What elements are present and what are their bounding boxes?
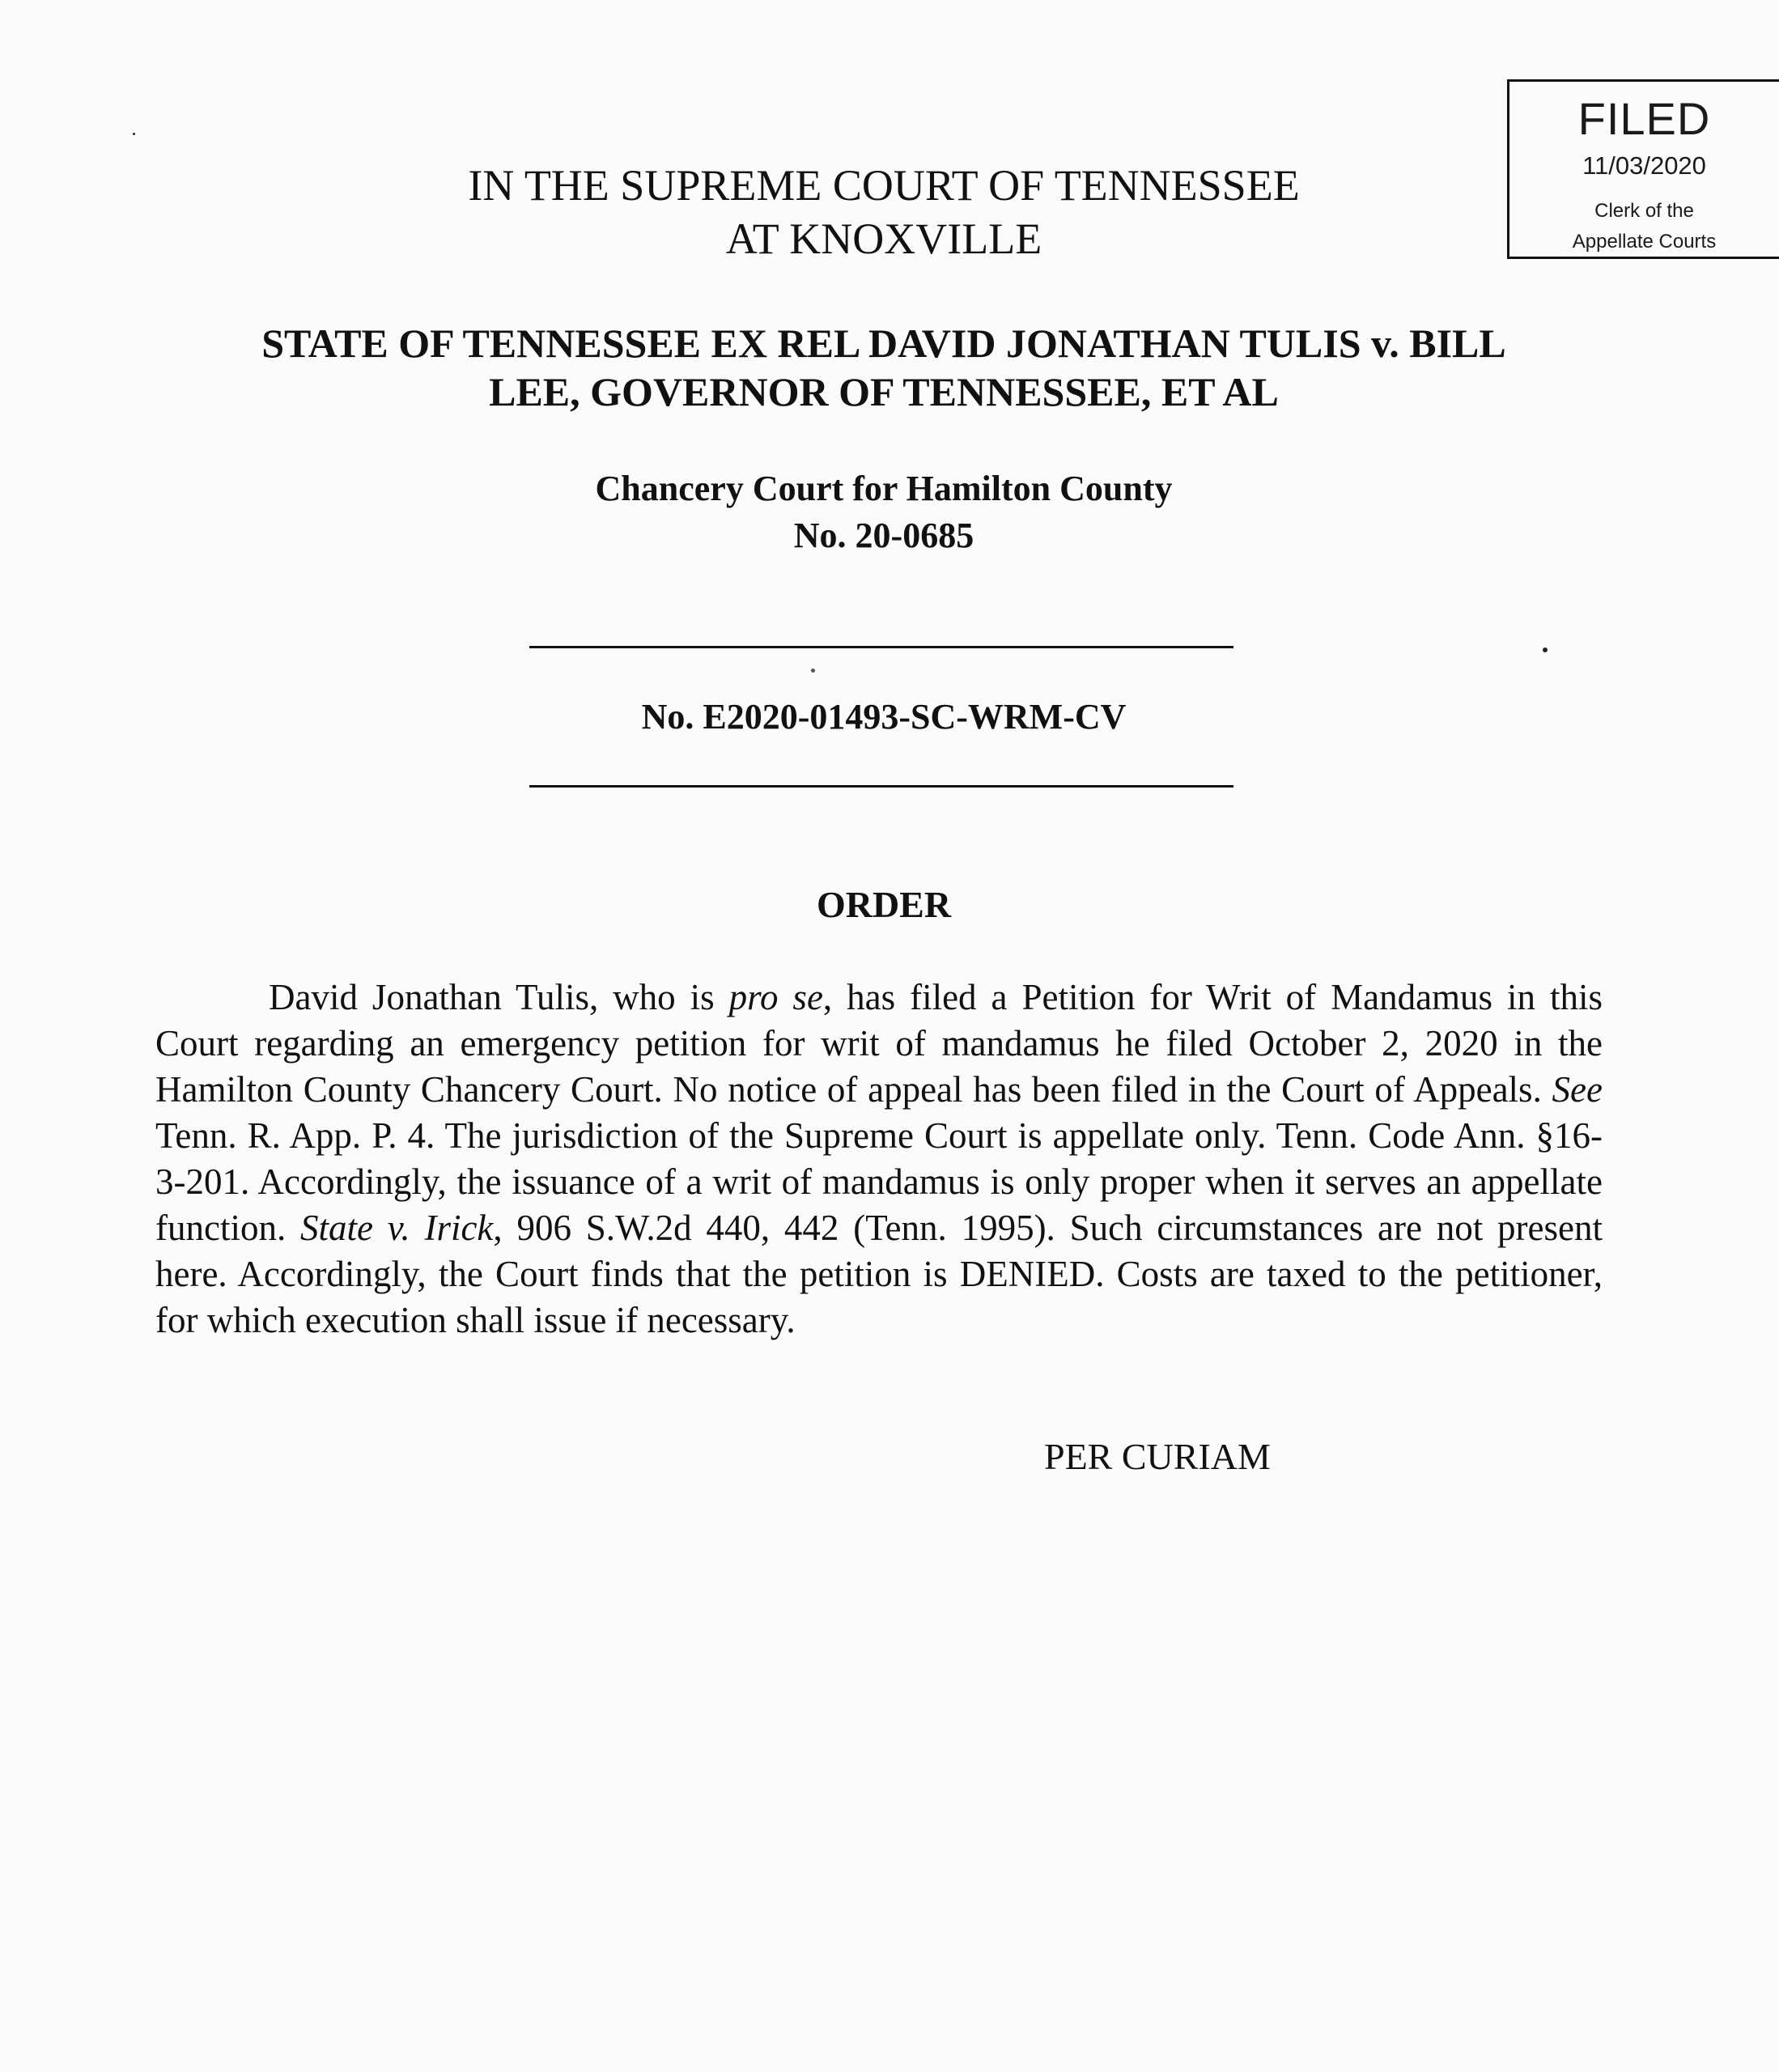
- order-body-part-4: , 906 S.W.2d 440, 442 (Tenn. 1995). Such circumstances are not present here. Accordingly, the Court finds that the petition is DENIED. Costs are taxed to the petitioner, for which execution shall issue if necessary.: [155, 1208, 1603, 1340]
- divider-top: [529, 646, 1233, 648]
- order-body: [155, 974, 1603, 1344]
- order-body-case-name: State v. Irick: [300, 1208, 494, 1248]
- stamp-filed-label: FILED: [1577, 93, 1711, 144]
- court-location: AT KNOXVILLE: [725, 214, 1042, 263]
- order-body-part-3: Tenn. R. App. P. 4. The jurisdiction of the Supreme Court is appellate only. Tenn. Code Ann. §16-3-201. Accordingly, the issuance of a writ of mandamus is only proper when it serves an appellate function.: [155, 1115, 1603, 1248]
- divider-bottom: [529, 785, 1233, 788]
- stamp-clerk-line-1: Clerk of the: [1594, 200, 1694, 222]
- court-name: IN THE SUPREME COURT OF TENNESSEE: [468, 161, 1300, 210]
- stamp-clerk-line-2: Appellate Courts: [1572, 231, 1717, 253]
- lower-court-name: Chancery Court for Hamilton County: [595, 469, 1173, 508]
- lower-court-number: No. 20-0685: [793, 516, 974, 555]
- case-caption-line-1: STATE OF TENNESSEE EX REL DAVID JONATHAN TULIS v. BILL: [261, 321, 1506, 366]
- scan-speck: [811, 669, 815, 673]
- order-heading: ORDER: [816, 884, 952, 925]
- scan-speck: [1543, 648, 1548, 652]
- order-body-part-2: , has filed a Petition for Writ of Mandamus in this Court regarding an emergency petition for writ of mandamus he filed October 2, 2020 in the Hamilton County Chancery Court. No notice of appeal has been filed in the Court of Appeals.: [155, 977, 1603, 1110]
- scan-speck: [133, 133, 135, 135]
- order-body-see: See: [1552, 1069, 1603, 1110]
- signature-per-curiam: PER CURIAM: [1044, 1436, 1271, 1477]
- order-body-pro-se: pro se: [728, 977, 823, 1017]
- stamp-date: 11/03/2020: [1582, 151, 1706, 180]
- docket-number: No. E2020-01493-SC-WRM-CV: [641, 697, 1127, 737]
- order-body-part-1: David Jonathan Tulis, who is: [269, 977, 729, 1017]
- case-caption-line-2: LEE, GOVERNOR OF TENNESSEE, ET AL: [489, 369, 1279, 414]
